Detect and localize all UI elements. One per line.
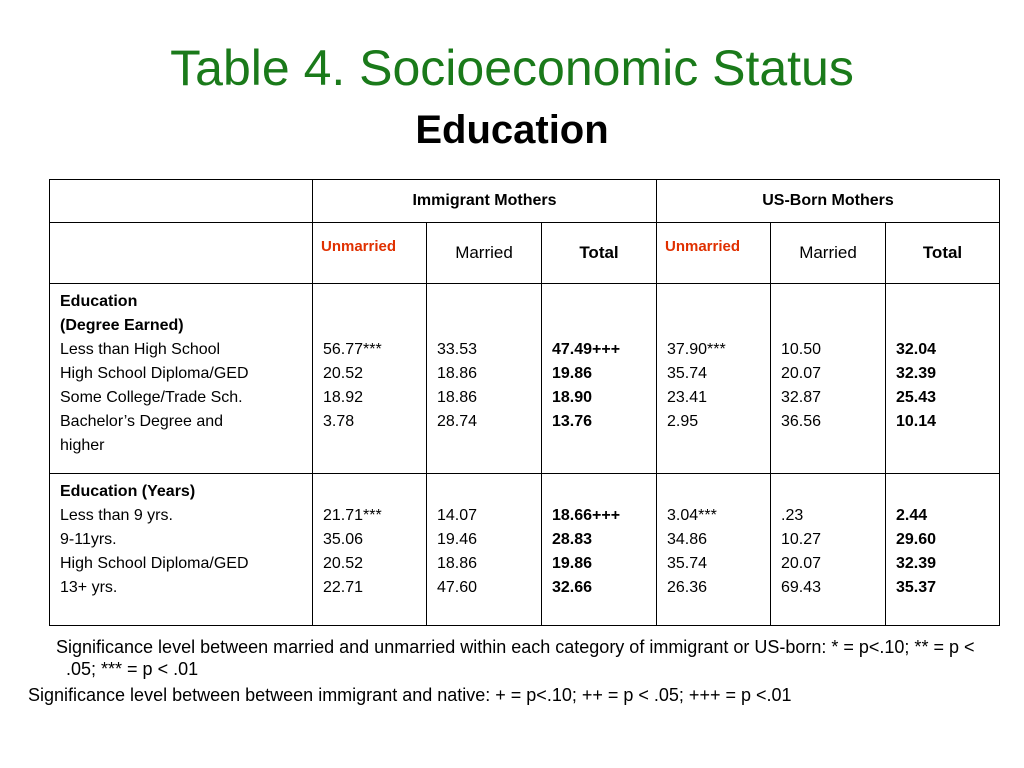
table-cell: 3.78 xyxy=(323,413,355,430)
table-cell: 13.76 xyxy=(552,413,593,430)
slide-title: Table 4. Socioeconomic Status xyxy=(170,40,854,96)
table-cell: 10.14 xyxy=(896,413,937,430)
empty-label-cell xyxy=(50,223,313,284)
table-cell: 32.66 xyxy=(552,579,593,596)
table-cell: 19.86 xyxy=(552,365,593,382)
col-header-immigrant-total: Total xyxy=(542,223,657,284)
table-cell: .23 xyxy=(781,507,804,524)
value-column xyxy=(886,474,1000,626)
table-cell: 32.87 xyxy=(781,389,822,406)
table-cell: 18.92 xyxy=(323,389,364,406)
significance-note-married: Significance level between married and unmarried within each category of immigrant or US-born: * = p<.10; ** = p < .05; *** = p < .01 xyxy=(56,637,975,679)
table-cell: 10.27 xyxy=(781,531,822,548)
section-heading: Education (Years) xyxy=(60,483,196,500)
table-cell: 33.53 xyxy=(437,341,478,358)
value-column xyxy=(886,284,1000,474)
table-cell: 35.74 xyxy=(667,555,708,572)
col-header-immigrant-married: Married xyxy=(427,223,542,284)
table-cell: 20.07 xyxy=(781,365,822,382)
value-column xyxy=(657,474,771,626)
table-cell: 47.60 xyxy=(437,579,478,596)
table-cell: 22.71 xyxy=(323,579,364,596)
group-header-immigrant: Immigrant Mothers xyxy=(313,180,657,223)
significance-note-immigrant: Significance level between between immigrant and native: + = p<.10; ++ = p < .05; +++ = p <.01 xyxy=(28,685,792,705)
row-label: High School Diploma/GED xyxy=(60,555,249,572)
table-cell: 26.36 xyxy=(667,579,708,596)
table-cell: 69.43 xyxy=(781,579,822,596)
table-cell: 23.41 xyxy=(667,389,708,406)
value-column xyxy=(427,284,542,474)
row-label: Less than 9 yrs. xyxy=(60,507,173,524)
value-column xyxy=(313,474,427,626)
value-column xyxy=(771,474,886,626)
table-cell: 19.86 xyxy=(552,555,593,572)
col-header-immigrant-unmarried: Unmarried xyxy=(313,223,427,284)
table-cell: 56.77*** xyxy=(323,341,382,358)
table-cell: 29.60 xyxy=(896,531,937,548)
section-labels xyxy=(50,474,313,626)
table-cell: 3.04*** xyxy=(667,507,717,524)
slide-subtitle: Education xyxy=(415,108,609,152)
value-column xyxy=(771,284,886,474)
row-label: higher xyxy=(60,437,105,454)
group-header-row xyxy=(50,180,1000,223)
table-cell: 14.07 xyxy=(437,507,478,524)
table-cell: 20.52 xyxy=(323,555,364,572)
table-cell: 36.56 xyxy=(781,413,822,430)
table-cell: 32.39 xyxy=(896,365,937,382)
table-cell: 18.86 xyxy=(437,555,478,572)
table-cell: 34.86 xyxy=(667,531,708,548)
table-cell: 32.04 xyxy=(896,341,937,358)
section-degree-earned xyxy=(50,284,1000,474)
value-column xyxy=(313,284,427,474)
row-label: Less than High School xyxy=(60,341,221,358)
table-cell: 18.66+++ xyxy=(552,507,621,524)
section-heading: Education xyxy=(60,293,138,310)
value-column xyxy=(427,474,542,626)
table-cell: 28.74 xyxy=(437,413,478,430)
table-cell: 21.71*** xyxy=(323,507,382,524)
row-label: Bachelor’s Degree and xyxy=(60,413,224,430)
table-cell: 19.46 xyxy=(437,531,478,548)
table-cell: 25.43 xyxy=(896,389,937,406)
value-column xyxy=(657,284,771,474)
table-cell: 37.90*** xyxy=(667,341,726,358)
education-table xyxy=(49,179,1000,626)
value-column xyxy=(542,474,657,626)
row-label: Some College/Trade Sch. xyxy=(60,389,243,406)
table-cell: 2.44 xyxy=(896,507,928,524)
row-label: 13+ yrs. xyxy=(60,579,118,596)
table-cell: 2.95 xyxy=(667,413,699,430)
table-cell: 35.06 xyxy=(323,531,364,548)
table-cell: 35.74 xyxy=(667,365,708,382)
column-header-row xyxy=(50,223,1000,284)
col-header-usborn-unmarried: Unmarried xyxy=(657,223,771,284)
table-cell: 18.90 xyxy=(552,389,593,406)
col-header-usborn-married: Married xyxy=(771,223,886,284)
table-cell: 32.39 xyxy=(896,555,937,572)
table-cell: 35.37 xyxy=(896,579,937,596)
table-cell: 28.83 xyxy=(552,531,593,548)
section-heading: (Degree Earned) xyxy=(60,317,184,334)
row-label: 9-11yrs. xyxy=(60,531,117,548)
section-years xyxy=(50,474,1000,626)
empty-corner-cell xyxy=(50,180,313,223)
col-header-usborn-total: Total xyxy=(886,223,1000,284)
table-cell: 10.50 xyxy=(781,341,822,358)
row-label: High School Diploma/GED xyxy=(60,365,249,382)
table-cell: 20.07 xyxy=(781,555,822,572)
group-header-us-born: US-Born Mothers xyxy=(657,180,1000,223)
table-cell: 18.86 xyxy=(437,389,478,406)
table-cell: 18.86 xyxy=(437,365,478,382)
table-cell: 20.52 xyxy=(323,365,364,382)
table-cell: 47.49+++ xyxy=(552,341,621,358)
section-labels xyxy=(50,284,313,474)
value-column xyxy=(542,284,657,474)
